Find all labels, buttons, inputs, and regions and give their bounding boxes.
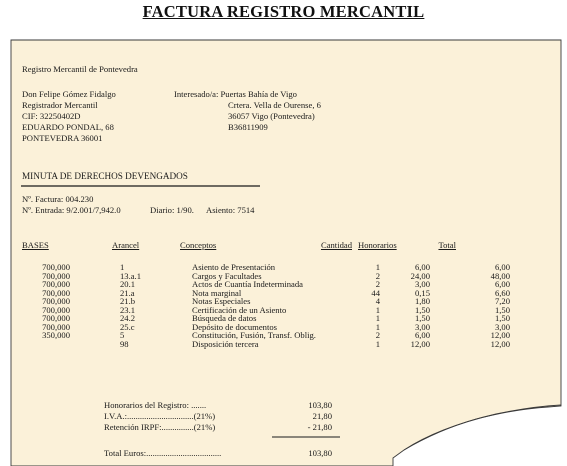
honorarios-label: Honorarios del Registro: ....... xyxy=(104,400,207,410)
asiento: Asiento: 7514 xyxy=(206,205,255,215)
col-arancel: Arancel xyxy=(112,240,140,250)
col-total: Total xyxy=(438,240,456,250)
cell-arancel: 98 xyxy=(120,338,129,349)
cell-concepto: Cargos y Facultades xyxy=(192,270,262,281)
cell-total: 7,20 xyxy=(494,296,510,307)
cell-total: 1,50 xyxy=(494,313,510,324)
cell-arancel: 24.2 xyxy=(120,313,136,324)
cell-concepto: Asiento de Presentación xyxy=(192,262,276,272)
document-title: FACTURA REGISTRO MERCANTIL xyxy=(142,2,425,21)
cell-honorarios: 3,00 xyxy=(414,321,430,332)
col-cantidad: Cantidad xyxy=(320,240,352,250)
cell-arancel: 21.b xyxy=(120,296,136,307)
factura-number: Nº. Factura: 004.230 xyxy=(22,194,94,204)
cell-concepto: Disposición tercera xyxy=(192,338,259,349)
cell-honorarios: 1,50 xyxy=(414,313,430,324)
cell-honorarios: 1,50 xyxy=(414,304,430,315)
cell-honorarios: 24,00 xyxy=(410,270,430,281)
cell-total: 12,00 xyxy=(490,338,510,349)
minuta-title: MINUTA DE DERECHOS DEVENGADOS xyxy=(22,171,188,181)
cell-cantidad: 44 xyxy=(371,287,380,298)
cell-total: 6,60 xyxy=(494,287,510,298)
cell-arancel: 21.a xyxy=(120,287,135,298)
col-bases: BASES xyxy=(22,240,49,250)
col-conceptos: Conceptos xyxy=(180,240,217,250)
cell-total: 6,00 xyxy=(494,262,510,272)
cell-base: 700,000 xyxy=(42,270,70,281)
total-label: Total Euros:................................... xyxy=(104,448,222,458)
interested-city: 36057 Vigo (Pontevedra) xyxy=(228,111,315,121)
cell-total: 3,00 xyxy=(494,321,510,332)
cell-honorarios: 3,00 xyxy=(414,279,430,290)
cell-cantidad: 2 xyxy=(375,270,380,281)
cell-cantidad: 1 xyxy=(375,304,380,315)
cell-arancel: 25.c xyxy=(120,321,135,332)
honorarios-value: 103,80 xyxy=(308,400,332,410)
interested-address: Crtera. Vella de Ourense, 6 xyxy=(228,100,321,110)
entrada-number: Nº. Entrada: 9/2.001/7,942.0 xyxy=(22,205,121,215)
cell-concepto: Depósito de documentos xyxy=(192,321,277,332)
cell-total: 1,50 xyxy=(494,304,510,315)
cell-concepto: Certificación de un Asiento xyxy=(192,304,287,315)
cell-concepto: Constitución, Fusión, Transf. Oblig. xyxy=(192,330,316,341)
diario: Diario: 1/90. xyxy=(150,205,194,215)
interested-name: Interesado/a: Puertas Bahía de Vigo xyxy=(174,89,297,99)
cell-cantidad: 1 xyxy=(375,262,380,272)
registry-name: Registro Mercantil de Pontevedra xyxy=(22,64,138,74)
cell-base: 700,000 xyxy=(42,287,70,298)
cell-base: 700,000 xyxy=(42,279,70,290)
cell-honorarios: 6,00 xyxy=(414,330,430,341)
cell-honorarios: 0,15 xyxy=(414,287,430,298)
registrar-address: EDUARDO PONDAL, 68 xyxy=(22,122,114,132)
cell-concepto: Notas Especiales xyxy=(192,296,251,307)
registrar-role: Registrador Mercantil xyxy=(22,100,98,110)
cell-base: 350,000 xyxy=(42,330,70,341)
cell-cantidad: 1 xyxy=(375,321,380,332)
iva-value: 21,80 xyxy=(312,411,332,421)
cell-base: 700,000 xyxy=(42,321,70,332)
cell-honorarios: 1,80 xyxy=(414,296,430,307)
interested-cif: B36811909 xyxy=(228,122,268,132)
cell-arancel: 1 xyxy=(120,262,125,272)
irpf-value: - 21,80 xyxy=(307,422,332,432)
col-honorarios: Honorarios xyxy=(358,240,397,250)
cell-arancel: 5 xyxy=(120,330,125,341)
cell-arancel: 13.a.1 xyxy=(120,270,142,281)
cell-cantidad: 2 xyxy=(375,330,380,341)
cell-base: 700,000 xyxy=(42,304,70,315)
cell-cantidad: 4 xyxy=(375,296,380,307)
cell-honorarios: 12,00 xyxy=(410,338,430,349)
cell-base: 700,000 xyxy=(42,262,70,272)
cell-concepto: Actos de Cuantía Indeterminada xyxy=(192,279,303,290)
cell-concepto: Búsqueda de datos xyxy=(192,313,257,324)
registrar-city: PONTEVEDRA 36001 xyxy=(22,133,103,143)
cell-honorarios: 6,00 xyxy=(414,262,430,272)
cell-cantidad: 2 xyxy=(375,279,380,290)
cell-total: 6,00 xyxy=(494,279,510,290)
iva-label: I.V.A.:...............................(21%) xyxy=(104,411,216,421)
cell-total: 48,00 xyxy=(490,270,510,281)
cell-cantidad: 1 xyxy=(375,313,380,324)
registrar-cif: CIF: 32250402D xyxy=(22,111,81,121)
cell-total: 12,00 xyxy=(490,330,510,341)
cell-arancel: 23.1 xyxy=(120,304,136,315)
cell-base: 700,000 xyxy=(42,313,70,324)
cell-arancel: 20.1 xyxy=(120,279,136,290)
total-value: 103,80 xyxy=(308,448,332,458)
irpf-label: Retención IRPF:...............(21%) xyxy=(104,422,216,432)
cell-cantidad: 1 xyxy=(375,338,380,349)
cell-concepto: Nota marginal xyxy=(192,287,242,298)
registrar-name: Don Felipe Gómez Fidalgo xyxy=(22,89,116,99)
cell-base: 700,000 xyxy=(42,296,70,307)
